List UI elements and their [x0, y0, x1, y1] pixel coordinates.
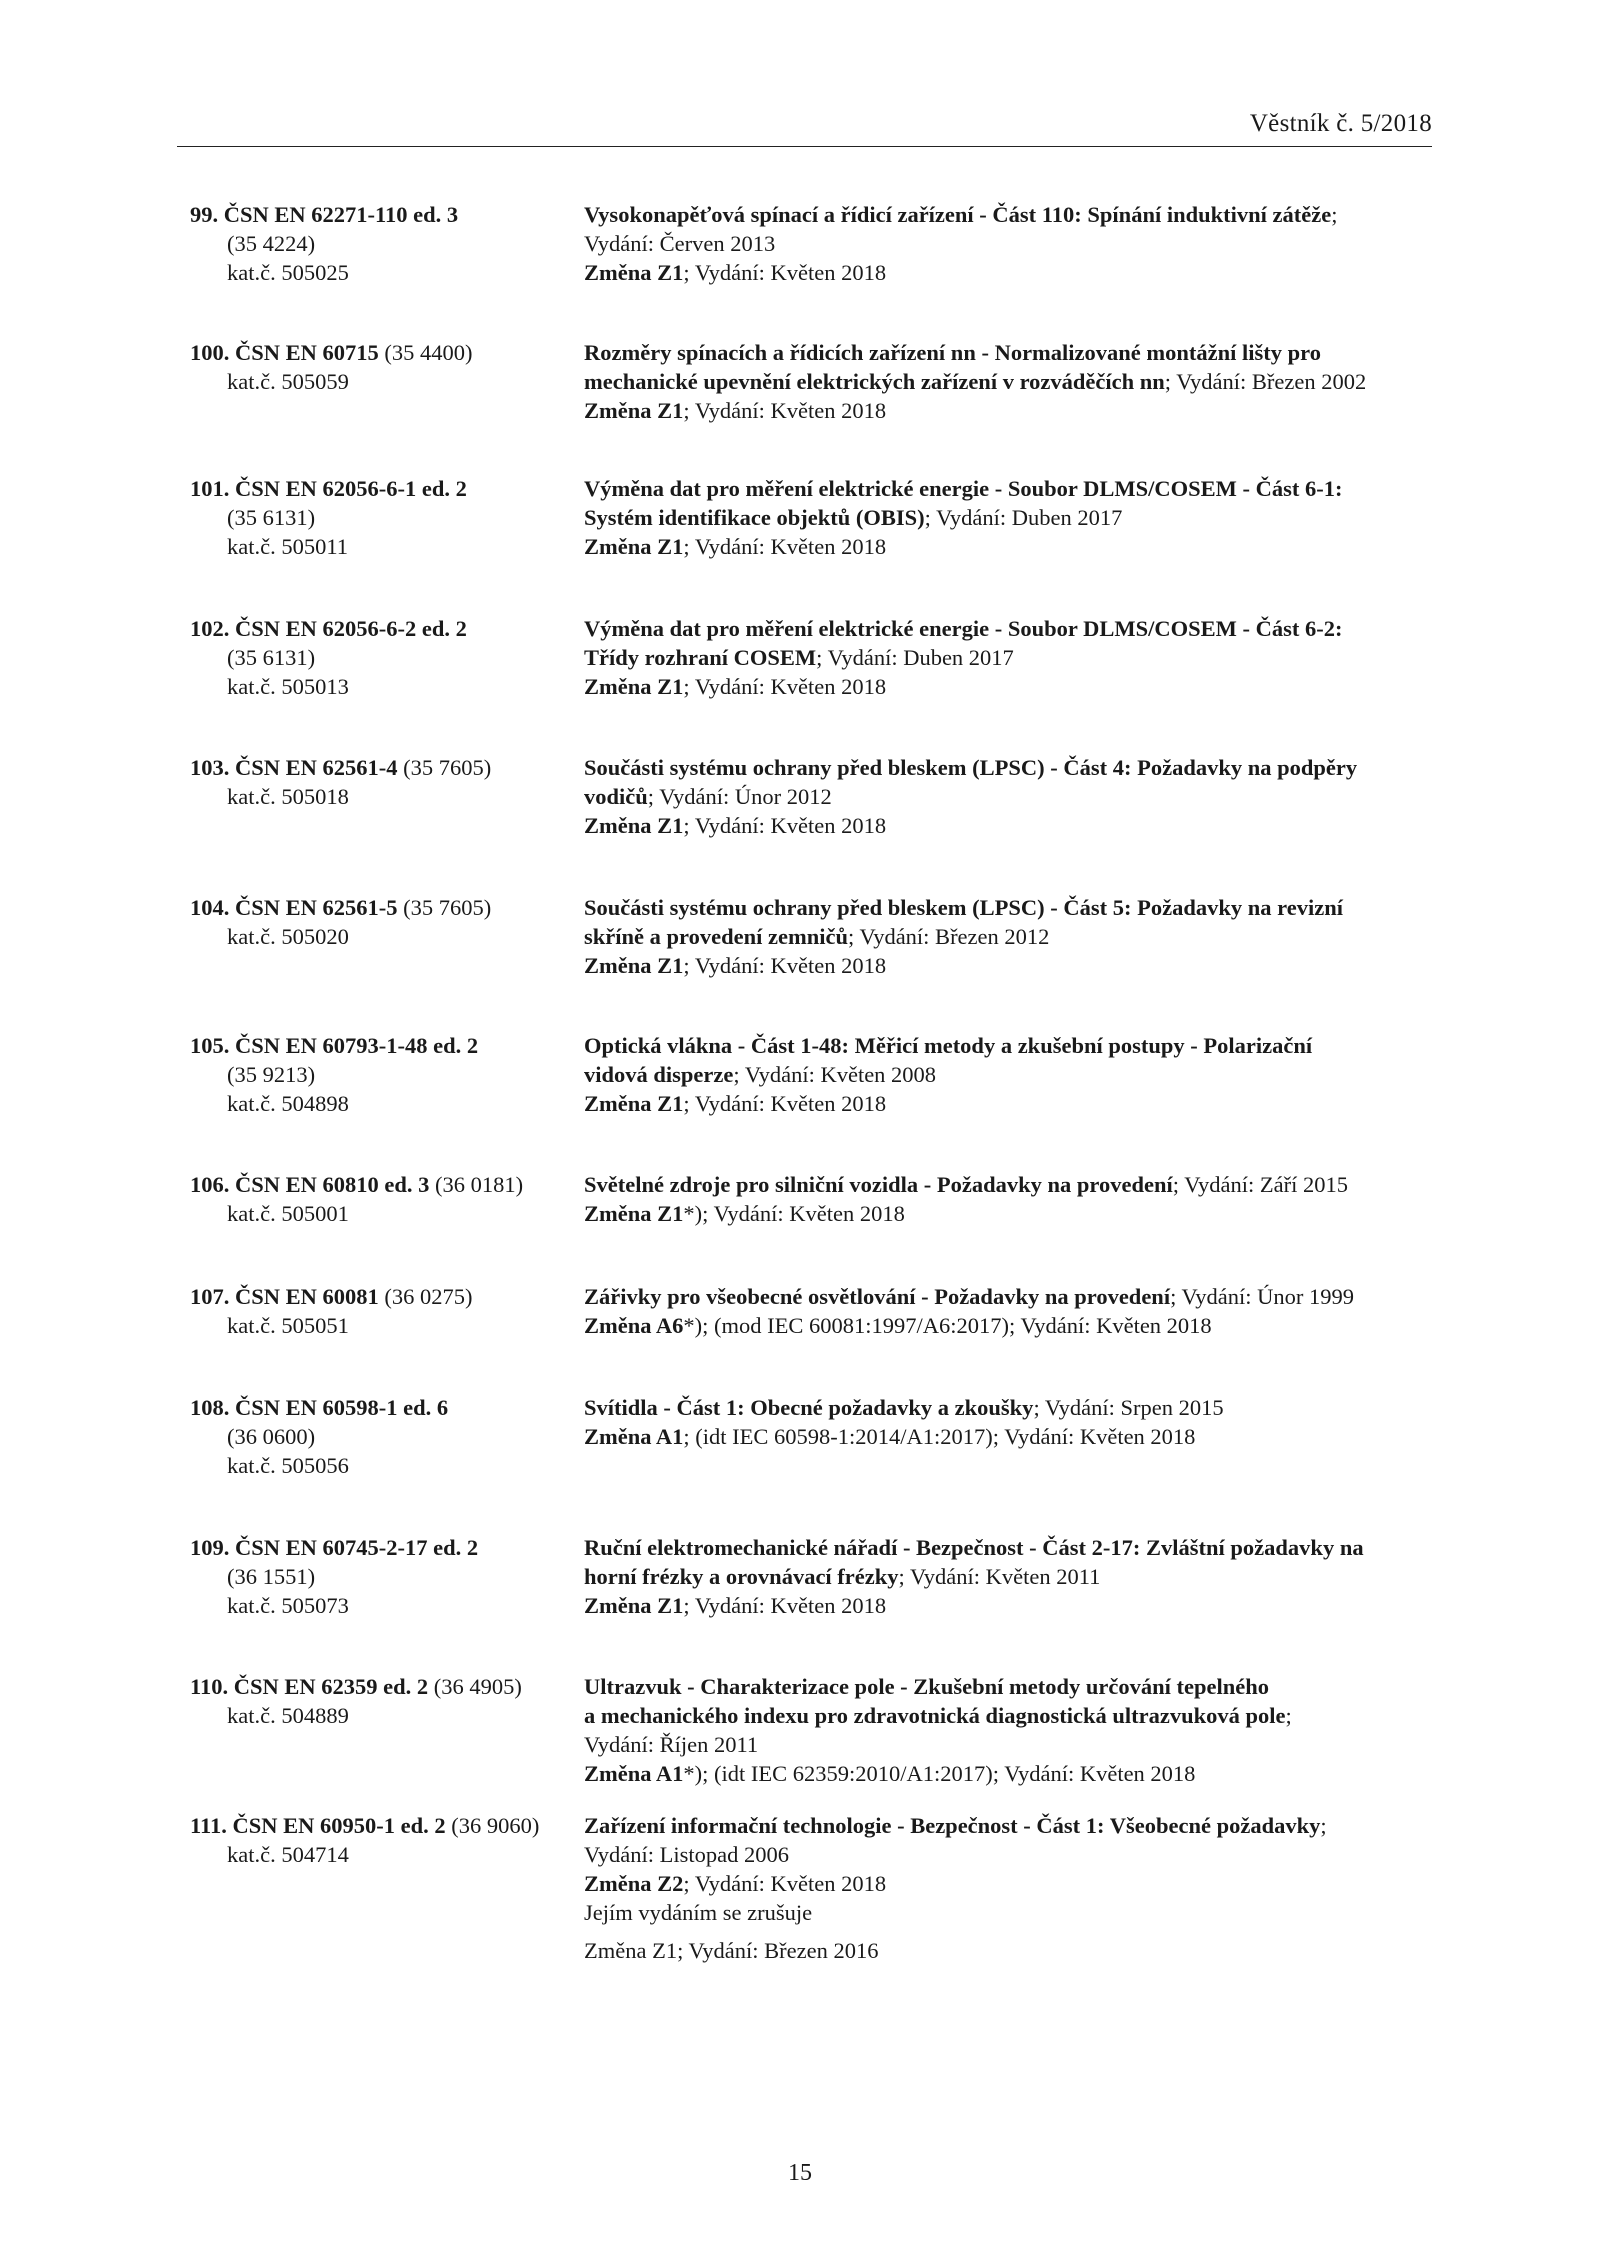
title-tail: ; Vydání: Srpen 2015 [1033, 1395, 1224, 1420]
catalog-number: kat.č. 505001 [227, 1201, 349, 1226]
catalog-number: kat.č. 505056 [227, 1453, 349, 1478]
amendment-label: Změna Z1 [584, 260, 684, 285]
amendment-label: Změna A6 [584, 1313, 684, 1338]
issue-date: Vydání: Červen 2013 [584, 231, 776, 256]
standard-code: ČSN EN 62561-5 [235, 895, 398, 920]
standard-title-line [584, 1170, 1444, 1199]
amendment-label: Změna Z1 [584, 953, 684, 978]
amendment-line [584, 1759, 1444, 1788]
standard-id-line [190, 753, 570, 782]
standard-title-cont: Systém identifikace objektů (OBIS) [584, 505, 925, 530]
classification-code: (35 4224) [227, 231, 316, 256]
amendment-line [584, 1422, 1444, 1451]
standard-title-line [584, 753, 1444, 782]
title-tail: ; [1331, 202, 1338, 227]
standard-details [584, 1282, 1444, 1340]
standard-title: Výměna dat pro měření elektrické energie - Soubor DLMS/COSEM - Část 6-2: [584, 616, 1343, 641]
standard-title-cont: Třídy rozhraní COSEM [584, 645, 817, 670]
standard-designation [190, 753, 570, 811]
amendment-line [584, 1089, 1444, 1118]
standard-title: Ultrazvuk - Charakterizace pole - Zkušební metody určování tepelného [584, 1674, 1269, 1699]
standard-designation [190, 1672, 570, 1730]
standard-title-cont-line [584, 367, 1444, 396]
standard-title: Zařízení informační technologie - Bezpečnost - Část 1: Všeobecné požadavky [584, 1813, 1321, 1838]
standard-details [584, 893, 1444, 980]
title-tail: ; Vydání: Únor 1999 [1170, 1284, 1355, 1309]
standard-id-line [190, 1672, 570, 1701]
standard-title-line [584, 1533, 1444, 1562]
catalog-number: kat.č. 504714 [227, 1842, 349, 1867]
title-cont-tail: ; Vydání: Březen 2002 [1164, 369, 1367, 394]
amendment-details: *); (idt IEC 62359:2010/A1:2017); Vydání: Květen 2018 [683, 1761, 1196, 1786]
standard-designation [190, 200, 570, 287]
amendment-details: ; (idt IEC 60598-1:2014/A1:2017); Vydání: Květen 2018 [683, 1424, 1196, 1449]
standard-details [584, 200, 1444, 287]
standard-title-cont: a mechanického indexu pro zdravotnická diagnostická ultrazvuková pole [584, 1703, 1286, 1728]
entry-number: 111. [190, 1813, 227, 1838]
amendment-label: Změna A1 [584, 1424, 684, 1449]
standard-title-line [584, 474, 1444, 503]
amendment-label: Změna Z1 [584, 398, 684, 423]
standard-id-line [190, 1811, 570, 1840]
amendment-label: Změna Z1 [584, 1201, 684, 1226]
standard-title-cont-line [584, 1060, 1444, 1089]
amendment-label: Změna Z1 [584, 813, 684, 838]
standard-details [584, 1672, 1444, 1788]
catalog-number: kat.č. 505013 [227, 674, 349, 699]
classification-code: (36 9060) [445, 1813, 540, 1838]
standard-title-line [584, 1031, 1444, 1060]
entry-number: 102. [190, 616, 230, 641]
standard-id-line [190, 1031, 570, 1060]
amendment-label: Změna Z1 [584, 674, 684, 699]
amendment-line [584, 258, 1444, 287]
header-rule [177, 146, 1432, 147]
standard-title-cont-line [584, 782, 1444, 811]
standard-id-line [190, 614, 570, 643]
standard-details [584, 474, 1444, 561]
entry-number: 101. [190, 476, 230, 501]
classification-code: (36 0181) [429, 1172, 524, 1197]
standard-code: ČSN EN 60793-1-48 ed. 2 [235, 1033, 479, 1058]
classification-code: (35 6131) [227, 505, 316, 530]
standard-designation [190, 474, 570, 561]
standard-designation [190, 338, 570, 396]
catalog-number: kat.č. 505059 [227, 369, 349, 394]
catalog-number: kat.č. 505018 [227, 784, 349, 809]
standard-id-line [190, 200, 570, 229]
standard-id-line [190, 474, 570, 503]
cancellation-note: Jejím vydáním se zrušuje [584, 1900, 813, 1925]
standard-designation [190, 614, 570, 701]
classification-code: (35 6131) [227, 645, 316, 670]
standard-details [584, 1031, 1444, 1118]
amendment-line [584, 396, 1444, 425]
standard-id-line [190, 1533, 570, 1562]
title-cont-tail: ; Vydání: Duben 2017 [816, 645, 1014, 670]
standard-details [584, 753, 1444, 840]
amendment-details: *); Vydání: Květen 2018 [683, 1201, 905, 1226]
standard-designation [190, 1393, 570, 1480]
standard-title-cont: vidová disperze [584, 1062, 734, 1087]
standard-title-cont-line [584, 1701, 1444, 1730]
classification-code: (36 0275) [378, 1284, 473, 1309]
standard-title-line [584, 1811, 1444, 1840]
title-cont-tail: ; Vydání: Květen 2011 [898, 1564, 1101, 1589]
amendment-details: ; Vydání: Květen 2018 [683, 534, 887, 559]
classification-code: (35 7605) [397, 895, 492, 920]
amendment-details: ; Vydání: Květen 2018 [683, 1091, 887, 1116]
amendment-line [584, 532, 1444, 561]
standard-details [584, 1393, 1444, 1451]
amendment-details: *); (mod IEC 60081:1997/A6:2017); Vydání: Květen 2018 [683, 1313, 1212, 1338]
title-cont-tail: ; Vydání: Březen 2012 [847, 924, 1050, 949]
amendment-line [584, 1311, 1444, 1340]
amendment-line [584, 672, 1444, 701]
standard-code: ČSN EN 62056-6-1 ed. 2 [235, 476, 467, 501]
title-cont-tail: ; Vydání: Duben 2017 [924, 505, 1123, 530]
standard-title-line [584, 893, 1444, 922]
standard-title: Vysokonapěťová spínací a řídicí zařízení - Část 110: Spínání induktivní zátěže [584, 202, 1332, 227]
standard-designation [190, 893, 570, 951]
standard-title-cont-line [584, 643, 1444, 672]
standard-title: Zářivky pro všeobecné osvětlování - Požadavky na provedení [584, 1284, 1171, 1309]
standard-title-cont-line [584, 1562, 1444, 1591]
classification-code: (35 9213) [227, 1062, 316, 1087]
standard-title: Součásti systému ochrany před bleskem (LPSC) - Část 5: Požadavky na revizní [584, 895, 1343, 920]
amendment-line [584, 951, 1444, 980]
standard-code: ČSN EN 60081 [235, 1284, 379, 1309]
entry-number: 110. [190, 1674, 229, 1699]
standard-designation [190, 1170, 570, 1228]
entry-number: 104. [190, 895, 230, 920]
title-tail: ; [1320, 1813, 1327, 1838]
standard-code: ČSN EN 62056-6-2 ed. 2 [235, 616, 467, 641]
classification-code: (35 4400) [378, 340, 473, 365]
amendment-details: ; Vydání: Květen 2018 [683, 1871, 887, 1896]
catalog-number: kat.č. 504889 [227, 1703, 349, 1728]
amendment-line [584, 1869, 1444, 1898]
catalog-number: kat.č. 505020 [227, 924, 349, 949]
standard-code: ČSN EN 60745-2-17 ed. 2 [235, 1535, 479, 1560]
standard-code: ČSN EN 60950-1 ed. 2 [232, 1813, 446, 1838]
standard-designation [190, 1811, 570, 1869]
standard-title-line [584, 1393, 1444, 1422]
standard-details [584, 1533, 1444, 1620]
standard-details [584, 338, 1444, 425]
standard-details [584, 1811, 1444, 1965]
journal-header: Věstník č. 5/2018 [1249, 110, 1432, 137]
amendment-label: Změna Z1 [584, 1593, 684, 1618]
standard-details [584, 614, 1444, 701]
standard-designation [190, 1031, 570, 1118]
standard-title: Výměna dat pro měření elektrické energie - Soubor DLMS/COSEM - Část 6-1: [584, 476, 1343, 501]
standard-title: Rozměry spínacích a řídicích zařízení nn - Normalizované montážní lišty pro [584, 340, 1322, 365]
classification-code: (35 7605) [397, 755, 492, 780]
amendment-line [584, 1591, 1444, 1620]
issue-date: Vydání: Listopad 2006 [584, 1842, 789, 1867]
amendment-label: Změna A1 [584, 1761, 684, 1786]
standard-code: ČSN EN 62359 ed. 2 [233, 1674, 429, 1699]
entry-number: 108. [190, 1395, 230, 1420]
standard-title-line [584, 1282, 1444, 1311]
standard-designation [190, 1282, 570, 1340]
catalog-number: kat.č. 505051 [227, 1313, 349, 1338]
entry-number: 105. [190, 1033, 230, 1058]
standard-title: Součásti systému ochrany před bleskem (LPSC) - Část 4: Požadavky na podpěry [584, 755, 1358, 780]
classification-code: (36 0600) [227, 1424, 316, 1449]
standard-title: Svítidla - Část 1: Obecné požadavky a zkoušky [584, 1395, 1034, 1420]
amendment-details: ; Vydání: Květen 2018 [683, 1593, 887, 1618]
standard-title-cont-line [584, 922, 1444, 951]
standard-title-cont-line [584, 503, 1444, 532]
amendment-details: ; Vydání: Květen 2018 [683, 398, 887, 423]
page-number: 15 [788, 2160, 812, 2186]
catalog-number: kat.č. 505073 [227, 1593, 349, 1618]
classification-code: (36 1551) [227, 1564, 316, 1589]
amendment-details: ; Vydání: Květen 2018 [683, 260, 887, 285]
catalog-number: kat.č. 505011 [227, 534, 349, 559]
entry-number: 107. [190, 1284, 230, 1309]
title-cont-tail: ; [1285, 1703, 1292, 1728]
entry-number: 103. [190, 755, 230, 780]
standard-code: ČSN EN 60810 ed. 3 [235, 1172, 430, 1197]
standard-id-line [190, 1282, 570, 1311]
amendment-label: Změna Z1 [584, 1091, 684, 1116]
standard-designation [190, 1533, 570, 1620]
cancelled-amendment: Změna Z1; Vydání: Březen 2016 [584, 1938, 879, 1963]
title-tail: ; Vydání: Září 2015 [1172, 1172, 1348, 1197]
standard-title-line [584, 614, 1444, 643]
standard-title-cont: horní frézky a orovnávací frézky [584, 1564, 899, 1589]
amendment-line [584, 811, 1444, 840]
title-cont-tail: ; Vydání: Květen 2008 [733, 1062, 937, 1087]
standard-id-line [190, 1170, 570, 1199]
standard-title-line [584, 338, 1444, 367]
standard-id-line [190, 893, 570, 922]
amendment-details: ; Vydání: Květen 2018 [683, 813, 887, 838]
amendment-details: ; Vydání: Květen 2018 [683, 674, 887, 699]
standard-title-cont: vodičů [584, 784, 648, 809]
title-cont-tail: ; Vydání: Únor 2012 [647, 784, 832, 809]
catalog-number: kat.č. 504898 [227, 1091, 349, 1116]
standard-code: ČSN EN 62561-4 [235, 755, 398, 780]
amendment-label: Změna Z2 [584, 1871, 684, 1896]
amendment-line [584, 1199, 1444, 1228]
amendment-details: ; Vydání: Květen 2018 [683, 953, 887, 978]
standard-code: ČSN EN 60598-1 ed. 6 [235, 1395, 449, 1420]
standard-title: Optická vlákna - Část 1-48: Měřicí metody a zkušební postupy - Polarizační [584, 1033, 1313, 1058]
amendment-label: Změna Z1 [584, 534, 684, 559]
entry-number: 99. [190, 202, 219, 227]
standard-details [584, 1170, 1444, 1228]
standard-title-line [584, 200, 1444, 229]
entry-number: 109. [190, 1535, 230, 1560]
standard-title: Světelné zdroje pro silniční vozidla - Požadavky na provedení [584, 1172, 1173, 1197]
catalog-number: kat.č. 505025 [227, 260, 349, 285]
standard-title-line [584, 1672, 1444, 1701]
standard-code: ČSN EN 60715 [235, 340, 379, 365]
standard-id-line [190, 1393, 570, 1422]
entry-number: 106. [190, 1172, 230, 1197]
classification-code: (36 4905) [428, 1674, 522, 1699]
entry-number: 100. [190, 340, 230, 365]
standard-id-line [190, 338, 570, 367]
standard-title-cont: skříně a provedení zemničů [584, 924, 848, 949]
standard-title-cont: mechanické upevnění elektrických zařízení v rozváděčích nn [584, 369, 1165, 394]
issue-date: Vydání: Říjen 2011 [584, 1732, 759, 1757]
standard-code: ČSN EN 62271-110 ed. 3 [223, 202, 459, 227]
standard-title: Ruční elektromechanické nářadí - Bezpečnost - Část 2-17: Zvláštní požadavky na [584, 1535, 1364, 1560]
